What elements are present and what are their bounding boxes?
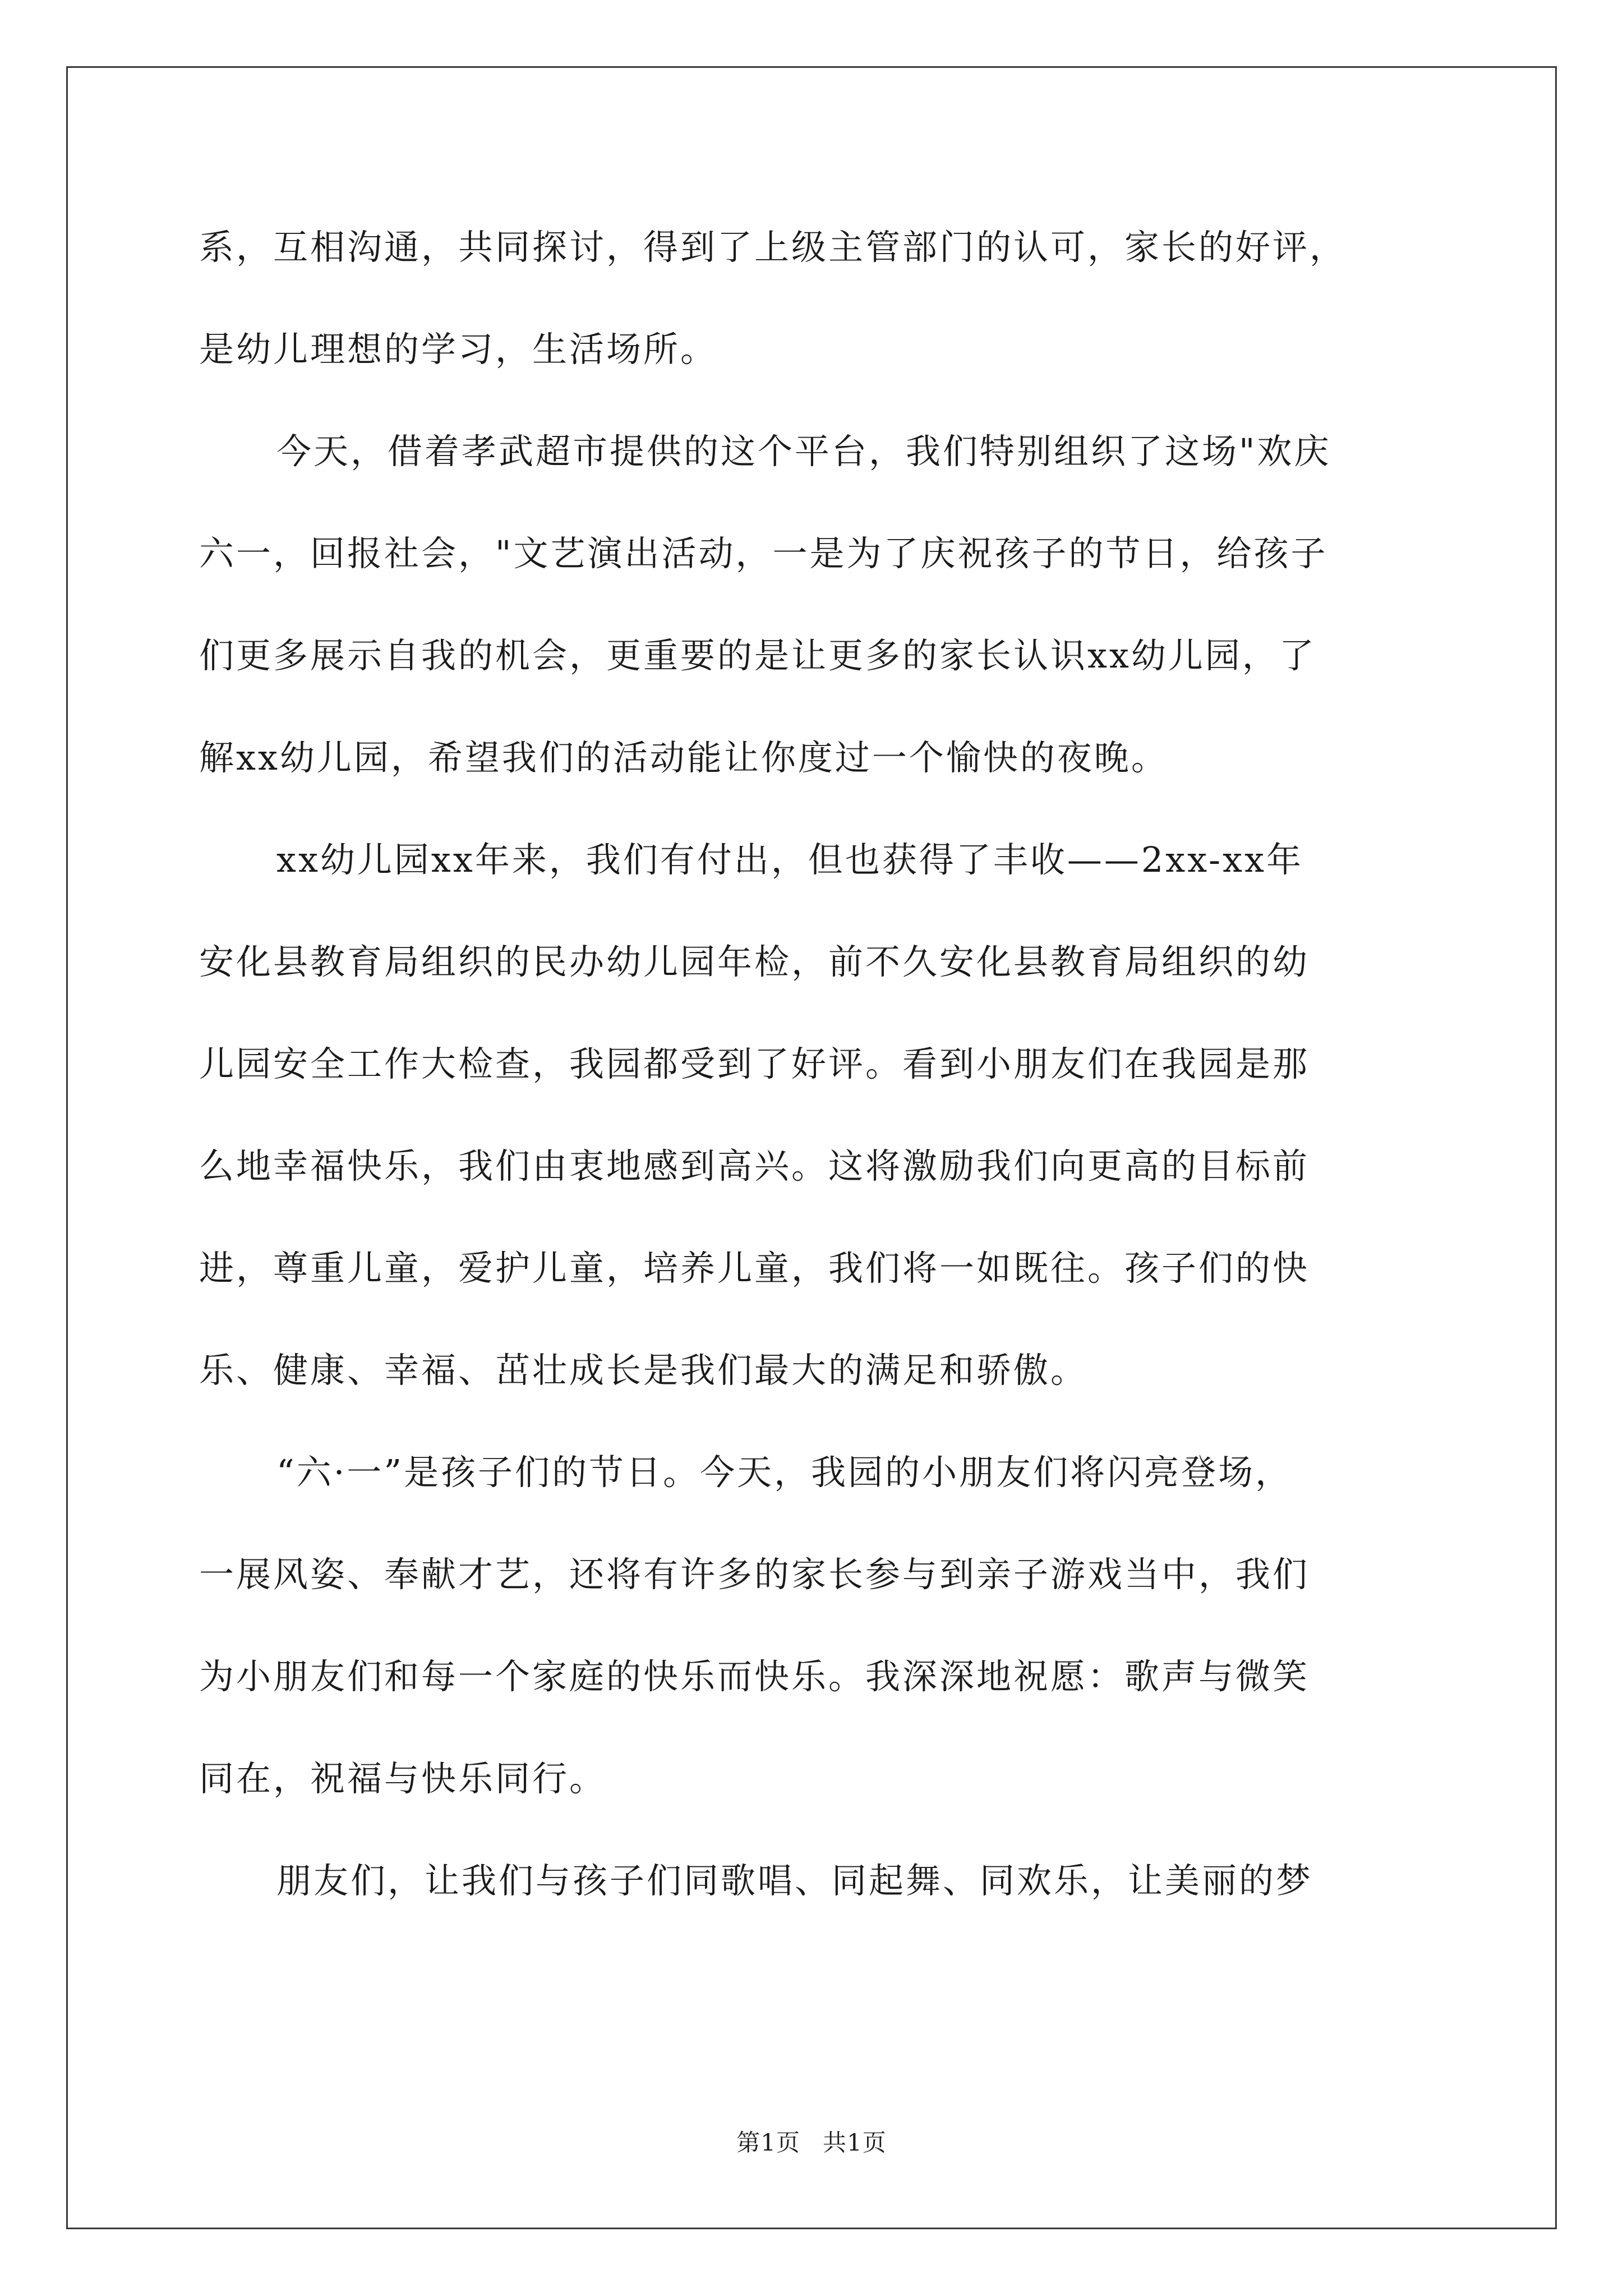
page-number-current: 第1页	[736, 2129, 800, 2156]
text-line-3: 今天，借着孝武超市提供的这个平台，我们特别组织了这场"欢庆	[276, 431, 1331, 472]
text-line-7: xx幼儿园xx年来，我们有付出，但也获得了丰收——2xx-xx年	[276, 839, 1304, 880]
text-line-9: 儿园安全工作大检查，我园都受到了好评。看到小朋友们在我园是那	[199, 1043, 1310, 1084]
text-line-14: 一展风姿、奉献才艺，还将有许多的家长参与到亲子游戏当中，我们	[199, 1554, 1310, 1595]
text-line-13: “六·一”是孩子们的节日。今天，我园的小朋友们将闪亮登场，	[276, 1452, 1293, 1493]
text-line-8: 安化县教育局组织的民办幼儿园年检，前不久安化县教育局组织的幼	[199, 941, 1310, 982]
text-line-15: 为小朋友们和每一个家庭的快乐而快乐。我深深地祝愿：歌声与微笑	[199, 1656, 1310, 1697]
text-line-4: 六一，回报社会，"文艺演出活动，一是为了庆祝孩子的节日，给孩子	[199, 533, 1328, 574]
page-number-total: 共1页	[823, 2129, 887, 2156]
text-line-5: 们更多展示自我的机会，更重要的是让更多的家长认识xx幼儿园，了	[199, 635, 1316, 676]
text-line-16: 同在，祝福与快乐同行。	[199, 1758, 607, 1799]
text-line-12: 乐、健康、幸福、茁壮成长是我们最大的满足和骄傲。	[199, 1350, 1088, 1391]
text-line-6: 解xx幼儿园，希望我们的活动能让你度过一个愉快的夜晚。	[199, 737, 1168, 778]
document-body	[199, 196, 1433, 1932]
page-footer	[0, 2126, 1623, 2160]
text-line-11: 进，尊重儿童，爱护儿童，培养儿童，我们将一如既往。孩子们的快	[199, 1248, 1310, 1289]
text-line-10: 么地幸福快乐，我们由衷地感到高兴。这将激励我们向更高的目标前	[199, 1145, 1310, 1186]
text-line-1: 系，互相沟通，共同探讨，得到了上级主管部门的认可，家长的好评，	[199, 227, 1347, 268]
text-line-17: 朋友们，让我们与孩子们同歌唱、同起舞、同欢乐，让美丽的梦	[276, 1860, 1313, 1901]
text-line-2: 是幼儿理想的学习，生活场所。	[199, 329, 718, 370]
